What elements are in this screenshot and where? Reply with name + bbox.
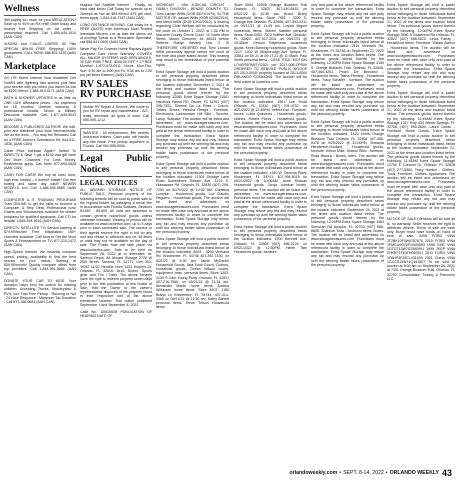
footer-separator: • [385, 469, 388, 476]
page-number: 43 [441, 467, 452, 478]
classified-ad: BECOME A PUBLISHED AUTHOR! We edit, print and distribute your work internationally. We do the work... You reap the Rewards! Call for a FREE Author's Submission Kit: 844-511-1836. (AAN CAN) [4, 124, 76, 146]
column-5 [311, 3, 384, 464]
column-2 [80, 3, 152, 464]
legal-notice: only and paid at the above referenced facility in order to complete the transaction. Extra Space Storage may refuse any bid and may rescind any purchase up until the winning bidder takes possession of the personal property. [311, 3, 384, 29]
classified-ad: VIAGRA and CIALIS USERS! 50 Pills SPECIAL $99.00 FREE Shipping! 100% guaranteed. CALL NOW! 888-531-1192 (AAN CAN) [4, 42, 76, 59]
legal-notice: Extra Space Storage will hold a public auction to sell personal property described below belonging to those individuals listed below at the location indicated: 2515 Vineland Rd, Kissimmee, FL 34746 on September 21, 2022 at the times and location listed below. The personal goods stored therein by the following: 12:00PM Extra Space Storage 3150 S. Orange Blossom Trail, Orlando, FL 32805, 407-484-3201. Pedro De Bernanci - Household Items, Tasha Fleming - Household items, Tracy Schaller - furniture. The auction will be listed and advertised on www.storagetreasures.com. Purchases must be made with cash only and paid at the above referenced facility in order to complete the transaction. Extra Space Storage may refuse any bid and may rescind any purchase up until the winning bidder takes possession of the personal property. [311, 31, 384, 117]
column-3 [156, 3, 229, 464]
legal-notice: Extra Space Storage will hold a public auction to sell personal property described below belonging to those individuals listed below at the location indicated: 1420 North Orange Blossom Trail Orlando FL 32804 407-480-0178 on 9/20/2022 @ 12:00PM. Shawnta Henderson-Hoskins - Household goods, furniture. Kelton Mike, Sharon Rilev - furniture, Rosa Blanca - Boxes, totes. The auction will be listed and advertised on www.storagetreasures.com. Purchases must be made with cash only and paid at the above referenced facility in order to complete the transaction. Extra Space Storage may refuse any bid and may rescind any purchase up until the winning bidder takes possession of the personal property. [311, 119, 384, 192]
legal-notice: Extra Space Storage will hold a public auction to sell personal property described below belonging to those individuals listed below at the location indicated: 1700 Bennett Ave, Orlando, FL 32803 (407) 896-2120, on 09/21/2022 @ 12:30PM. Helen Tate Household goods, furniture. [234, 224, 307, 254]
classified-ad: DIRECTV SATELLITE TV! Service starting at $74.99/month! Free Installation! 160+ channels available. Call Now to Get the Most Sports & Entertainment on TV! 877-310-2472 (AAN CAN) [4, 226, 76, 247]
classified-ad: BATH & SHOWER UPDATES in as little as ONE DAY! Affordable prices - No payments for 18 months! Lifetime warranty & professional installs. Senior & Military Discounts available. Call: 1-877-649-5043 (AAN CAN) [4, 96, 76, 122]
classified-ad: Still paying too much for your MEDICATION? Save up to 90% on RX refill! Order today and receive free Shipping on 1st order - prescription required. Call 1-855-645-1910 (AAN CAN) [4, 18, 76, 39]
legal-notice: Extra Space Storage will hold a public auction to sell personal property described below belonging to those individuals listed below at the location indicated: September 21, 2022 at the times and location listed below. The personal goods stored therein by the following: 12:00PM Extra Space Storage 3550 S Goldenrod Rd Orlando, FL 32822 (407) 658-9020. Linda Fandy - Household Items, Furniture. Wiliam Aldrich - Household Items. The auction will be listed and advertised on www.storagetreasures.com. Purchases must be made with cash only and paid at the above referenced facility in order to complete the transaction. Extra Space Storage may refuse any bid and may rescind any purchase up until the winning bidder takes possession of the personal property. [387, 3, 455, 88]
rv-sales-ad: Mobile RV Repair & Service. We come to you for RV repair and maintenance - A/C, leaks, electrical, all types of work. Call 555-555-1212. [80, 102, 152, 125]
classified-ad: Cable Price Increase Again? Switch To DIRECTV & Save + get a $100 visa gift card! Get More Channels For Less Money. Restrictions apply. Call Now! 877-693-0625 (AAN CAN) [4, 149, 76, 170]
legal-notice: Extra Space Storage will hold a public auction to sell personal property described below belonging to those individuals listed below at the location indicated: December 2, 2021 at the times and location listed below. The personal goods stored therein by the following: 12950 Extra Space Storage 11501 Hardrock Farms RD, Ocoee, FL 34761 (407) 298-7331. Sharine De La Rosa - Couch, Tables, Boxes. Yenisha Ortega - Furniture, Electronics, Lawnmower Hill Silla - Scooter, Lamp, Suitcase. The auction will be listed and advertised on www.storagetreasures.com. Purchases must be made with cash only and paid at the above referenced facility in order to complete the transaction. Extra Space Storage may refuse any bid and may rescind any purchase up until the winning bid and may rescind any purchase up until the winning bidder takes possession of the personal property. [156, 69, 229, 159]
subheading-legal-notices: LEGAL NOTICES [80, 179, 138, 187]
footer-brand: ORLANDO WEEKLY [389, 469, 439, 476]
page-footer [0, 467, 452, 478]
legal-notice: ALL ABOARD STORAGE NOTICE OF PUBLIC SALE: Personal property of the following tenants will be sold at public sale to the highest bidder for satisfying a rental lien in accordance with Florida Statutes, Sections 83.801 - 83.809. All units are assumed to contain general household goods unless otherwise indicated. Viewing of photos will be available on www.lockerfox.com, up to 5 days prior to each scheduled sale. The owners or their agents reserve the right to bid on any unit and refuse to withdraw any lot. All items or units may not be available on the day of sale. The Public Sale will take place via www.lockerfox.com. Sale to be held on September 26, 2022 at or thereafter, at: Sanford Depot, All Aboard Storage 2720 W 25th Street, Sanford, FL 32771: Unit 303-Yf052 11/32 Hendrix Hunt 1033 Dolphin Dr, Orlando, FL 32810: 5x10: Boxes, Sports gear, and TVs / Totes. The above Tenants have the right to redeem property seven days prior to the first publication of this Notice of Sale, that the Owner or the owner's representative disposed of the property found in their respective unit at the above mentioned location. This notice published September 1 and September 8, 2022. [80, 188, 152, 307]
section-heading-rv-purchase: RV PURCHASE [80, 89, 152, 100]
classified-ad: High-Speed Internet. We instantly compare speed, pricing, availability to find the best service for your needs. Starting at $39.99/month! Quickly compare offers from top providers. Call 1-844-961-0666 (AAN CAN) [4, 250, 76, 276]
footer-date: SEPT. 8-14, 2022 [343, 469, 384, 476]
column-1 [4, 3, 76, 464]
classified-ad: Hughes Net Satellite Internet - Finally, no hard data limits! Call Today for speeds up to 25mbps as low as $59.99/mo! $75 gift card, terms apply. 1-844-416-7147 (AAN CAN) [80, 3, 152, 20]
section-heading-rv-sales: RV SALES [80, 79, 129, 90]
rv-purchase-ad: WANTED - All motorhomes, fifth wheels and travel trailers. Cash paid, will handle any title issue. Free pickup anywhere in Florida. Call 904-555-0000. [80, 128, 152, 151]
legal-notice: Extra Space Storage will hold a public auction to sell personal property described below belonging to those individuals listed below at the location indicated: 11301 Storage Lane Road Somewhere Stream Ave, 1215 S. Hiawassee Rd, Orlando, FL 32835 (407) 298-7253 on 9/17/2022 @ 10:30 AM. Christina Lumpkin - Household goods. Luz Claudio Reguero - Household goods. The auction will be listed and advertised on www.storagetreasures.com. Purchases must be made with cash only and paid at the above referenced facility in order to complete the transaction. Extra Space Storage may refuse any bid and may rescind any purchase up until the winning bidder takes possession of the personal property. [156, 162, 229, 234]
classified-ad: Never Pay For Covered Home Repairs Again! Complete Care Home Warranty COVERS ALL MAJOR SYSTEMS AND APPLIANCES. 30 DAY RISK FREE. $200.00 OFF + 2 FREE Months! 1-877-673-0511 Hours Mon-Thu, Sun: 9:30 am to 8:00 pm Fri: 9:30 am to 2:00 pm (all times Eastern) (AAN CAN) [80, 47, 152, 77]
legal-notice: Extra Space Storage will hold a public auction to sell personal property described below belonging to those individuals listed below at the location indicated: September 21, 2022 at the times and location listed below. The personal goods stored therein by the following: 11:45AM Extra Space Storage 1317 Hwy 434 Winter Springs, FL 32708 (407) 699-0800. Laura Duran - Furniture. Home Goods: Extra Space Storage will hold a public auction to sell personal property described below belonging to those individuals listed below at the location indicated: September 21, 2022 at the times and location listed below. The personal goods stored therein by the following: 11:45AM Extra Space Storage 12750 E Colonial Dr, Orlando, FL 32826 (407) 277-6350. Tracy Hardee - Clothes, Tools, Furniture, Clothes, Appliances. The auction will be listed and advertised on www.storagetreasures.com. Purchases must be made with cash only and paid at the above referenced facility in order to complete the transaction. Extra Space Storage may refuse any bid and may rescind any purchase up until the winning bidder takes possession of the personal property. [387, 91, 455, 214]
footer-separator: • [339, 469, 342, 476]
legal-notice: Extra Space Storage will hold a public auction to sell personal property described below belonging to those individuals listed below at the location indicated: 1340 W. Osceola Pkwy, Kissimmee, FL 34741, 407-994-6018 on 09/21/2022 @ 10:00AM. Anne Rusnak Household goods. Tonya Johnson boxes, personal items. The auction will be listed and advertised on www.storagetreasures.com. Purchases must be made with cash only and paid at the above referenced facility in order to complete the transaction. Extra Space Storage may refuse any bid and may rescind any purchase up until the winning bidder takes possession of the personal property. [234, 157, 307, 222]
legal-notice: Extra Space Storage will hold a public auction to sell personal property described below belonging to those individuals listed below at the location indicated: 1501 Lee Road Orlando, FL 32810 (407) 704-4792, on 9/21/2022 @ 12:30PM. Yefimo Gal - Furniture, boxes. Luisa Quinones - Household goods, clothes. Robert Flores - Household goods. The auction will be listed and advertised on www.storagetreasures.com. Purchases must be made with cash only and paid at the above referenced facility in order to complete the transaction. Extra Space Storage may refuse any bid and may rescind any purchase up until the winning bidder takes possession of the personal property. [234, 86, 307, 155]
legal-notice: Store 0084: 10905 Orange Blossom Trail Orlando, FL 32837, 407-440-8453 on 09/21/22 @ 10:30 am. Bruce Bracy Household items. Store 7551 : 3200 S. Orange Ave Orlando, FL 32806, 407-392-2311 on 09/17/21 @ 11:45 am, Loyola Miguel household items, Steven Saddler personal items. Store 0061: 7373 Hoffner Ave, Orlando, FL 32822, 407-917-2011 on 09/17/21 @ 10:30am. Gerson Raymundo household goods. Kevin Banning household goods. Store 1217: 1002 W Hillsborough Ave Tampa, FL 33611 on 09 21 at 09:17:21 @ 11:45am. Paul Smith personal items - CASE TITLE: MOTION LOVERSPANTY/2021 per 2017-006-CPR09 ORDERED TO REBUILD PUBLIC NOTICE AS 2013-0000: property located at 2013-0000 ORLANDO COMMONS. The Auction will be held online at lockerfox.com. [234, 3, 307, 84]
legal-notice: MICHIGAN - 19th JUDICIAL CIRCUIT - FAMILY DIVISION - BENZIE COUNTY, TO: Tomi Lamarr Willis (DOB 05/21/1979), IN THE MATTER OF: daylah Willis (DOB 02/08/2019), and Merci Willis (DOB 12/02/2010). A hearing regarding Child Welfare will be conducted by the court on October 1, 2022, at 1:30 PM in Macomb County Circuit Court, 10 North Main Street, Mount Clemens, MI 48043 before Referee Roslyn Beverly Lea. IT IS THEREFORE ORDERED that Tomi Lamarr Willis personally appear before the court at the time and place stated above. This hearing may result in the termination of your parental rights. [156, 3, 229, 67]
legal-notice: Extra Space Storage will hold a public auction to sell personal property described below belonging to those individuals listed below at the location indicated: 8003 - 3200 Vineland Rd. Kissimmee, FL 34746 407-392-7430, on 9/21/22 @ 9:30 am. Jamie McDaniel Household Goods, Tara Scott Couch, Clothes, household goods, Dorian Wilson boxes, equipment, misc. personal items. Store 1203: 3103 S John Young Pkwy, Orlando, FL 32837 407-216-7565, on 09/21/22 @ 11:15 am. Alexander Martin home items, Andrea Wilkinson home items. Store 8107: 1150 Brand Ln Kissimmee, FL 34744, 407-414-9365 on 09/21/22 @ 11:30 am, Kathy Barrett personal items, Kevin Tolson Household items. [156, 237, 229, 310]
column-6 [387, 3, 455, 464]
column-4 [234, 3, 307, 464]
section-heading-marketplace: Marketplace [4, 62, 76, 74]
section-heading-wellness: Wellness [4, 4, 76, 16]
legal-notice: Extra Space Storage will hold a public auction to sell personal property described below belonging to those individuals listed below at the location indicated: September 24, 2021 at the times and location listed below. The personal goods stored therein by the following: 12:00PM Extra Space Storage 1463 Semoran Rd Apopka, FL 32703 (407) 886-8800. Shannon Toda - bedroom items, boxes. The auction will be listed and advertised on www.storagetreasures.com. Purchases must be made with cash only and paid at the above referenced facility in order to complete the transaction. Extra Space Storage may refuse any bid and may rescind any purchase up until the winning bidder takes possession of the personal property. [311, 194, 384, 267]
section-heading-legal: Legal Public Notices [80, 154, 152, 175]
classified-ad: DONATE YOUR CAR TO KIDS. Your donation helps fund the search for missing children. Accepting Trucks, Motorcycles & RV's, too! Fast Free Pickup - Running or Not - 24 Hour Response - Maximum Tax Donation - Call 877-266-0681 (AAN CAN) [4, 278, 76, 304]
classified-ad: CASH FOR CARS! We buy all cars! Junk, high-end, totaled – it doesn't matter! Get free towing and same day cash! NEWER MODELS too! Call 1-866-535-9689 (AAN CAN) [4, 173, 76, 195]
footer-site-link[interactable]: orlandoweekly.com [289, 469, 338, 476]
legal-notice: Case No. 1000250/B PUBLICATION OF HEARING DATE OF [80, 310, 152, 319]
classified-ad: 4G LTE Home Internet Now Available! Get GotW3 with lightning fast speeds plus take your service with you when you travel! As low as $109.99/mo! 1-888-519-0171 (AAN CAN) [4, 76, 76, 93]
legal-notice: NOTICE OF SALE (Vehicles will be sold as is, no warranty. Seller reserves the right to withdraw vehicle. Terms of sale are cash only. Buyer must have funds on hand at time of sale. 2005 FORD VIN# JT2BK10F4W0157670 2015 FORD VIN# 1FMCU0G70FUA00583 1995 GMC VIN# 1GTDT13W7S2560991 1999 JEEP VIN# 2HKRF1F84TH010521 2011 FORD VIN# 1FAHP3F28CL431095 2001 Chevy VIN# 1GCCS14W71Q161507 To be sold at auction at 8:00 am on September 26, 2021 at 7301 Orange Blossom Trail, Orlando, FL 32792 Consolidation Towing & Recovery LLC [387, 217, 455, 281]
classified-ad: LONG DISTANCE MOVING: Call today for a FREE QUOTE from America's Most Trusted Interstate Movers. Let us take the stress out of moving! Speak to a Relocation Specialist, call 888-841-0629 (AAN CAN) [80, 23, 152, 44]
classified-ad: COMPUTER & IT TRAINING PROGRAM! Train ONLINE to get the skills to become a Computer & Help Desk Professional now! Grants and Scholarships available for certain programs for qualified applicants. Call CTI for details! 1-855-554-4616 (AAN CAN) [4, 197, 76, 223]
